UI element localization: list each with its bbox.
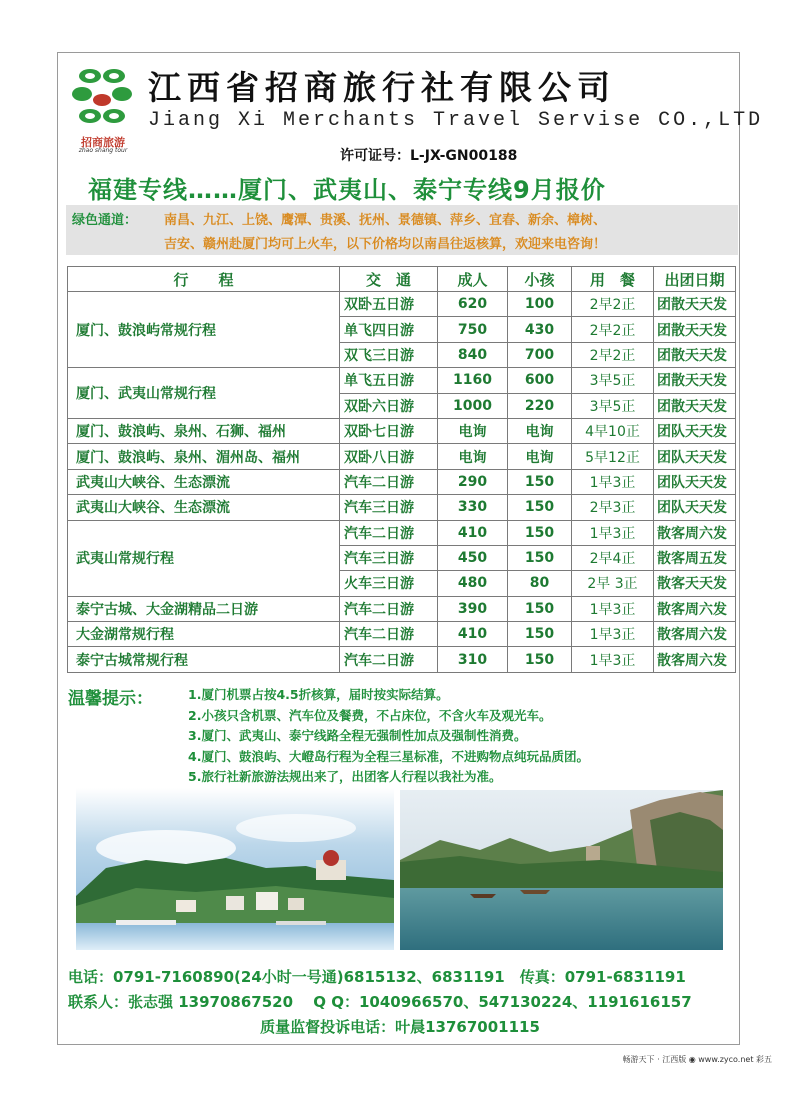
route-cell: 武夷山常规行程: [68, 520, 340, 596]
transport-cell: 双卧五日游: [340, 292, 438, 317]
route-cell: 厦门、鼓浪屿、泉州、石狮、福州: [68, 418, 340, 443]
adult-price-cell: 1160: [438, 368, 508, 393]
table-body: [68, 292, 736, 673]
departure-cell: 散客周六发: [654, 647, 736, 672]
complaint-hotline: 质量监督投诉电话：叶晨13767001115: [260, 1018, 540, 1036]
adult-price-cell: 410: [438, 622, 508, 647]
table-row: [68, 622, 736, 647]
meals-cell: 2早 3正: [572, 571, 654, 596]
transport-cell: 双飞三日游: [340, 342, 438, 367]
adult-price-cell: 480: [438, 571, 508, 596]
col-header-route: 行 程: [68, 267, 340, 292]
child-price-cell: 430: [508, 317, 572, 342]
col-header-meals: 用 餐: [572, 267, 654, 292]
departure-cell: 散客周六发: [654, 596, 736, 621]
tip-item: 2.小孩只含机票、汽车位及餐费，不占床位，不含火车及观光车。: [188, 707, 552, 723]
adult-price-cell: 电询: [438, 418, 508, 443]
tip-item: 4.厦门、鼓浪屿、大嶝岛行程为全程三星标准，不进购物点纯玩品质团。: [188, 748, 589, 764]
meals-cell: 2早2正: [572, 342, 654, 367]
xiamen-island-photo: [76, 788, 394, 950]
transport-cell: 火车三日游: [340, 571, 438, 596]
child-price-cell: 100: [508, 292, 572, 317]
green-channel-line2: 吉安、赣州赴厦门均可上火车，以下价格均以南昌往返核算，欢迎来电咨询！: [164, 237, 607, 252]
tips-list: [188, 685, 589, 788]
headline: 福建专线……厦门、武夷山、泰宁专线9月报价: [88, 176, 606, 204]
adult-price-cell: 330: [438, 495, 508, 520]
meals-cell: 3早5正: [572, 368, 654, 393]
table-row: [68, 596, 736, 621]
green-channel-label: 绿色通道：: [72, 213, 138, 228]
col-header-child: 小孩: [508, 267, 572, 292]
tips-title: 温馨提示：: [68, 689, 153, 709]
child-price-cell: 电询: [508, 444, 572, 469]
child-price-cell: 150: [508, 495, 572, 520]
child-price-cell: 150: [508, 469, 572, 494]
adult-price-cell: 290: [438, 469, 508, 494]
child-price-cell: 150: [508, 622, 572, 647]
meals-cell: 5早12正: [572, 444, 654, 469]
departure-cell: 团队天天发: [654, 444, 736, 469]
logo-subtitle: zhao shang tour: [78, 147, 128, 154]
meals-cell: 2早4正: [572, 545, 654, 570]
route-cell: 大金湖常规行程: [68, 622, 340, 647]
meals-cell: 2早3正: [572, 495, 654, 520]
tip-item: 5.旅行社新旅游法规出来了，出团客人行程以我社为准。: [188, 769, 502, 785]
meals-cell: 2早2正: [572, 317, 654, 342]
route-cell: 武夷山大峡谷、生态漂流: [68, 495, 340, 520]
adult-price-cell: 1000: [438, 393, 508, 418]
transport-cell: 单飞五日游: [340, 368, 438, 393]
contact-person-qq: 联系人：张志强 13970867520 Q Q：1040966570、547130224、1191616157: [68, 993, 692, 1011]
col-header-adult: 成人: [438, 267, 508, 292]
table-row: [68, 495, 736, 520]
departure-cell: 团散天天发: [654, 368, 736, 393]
departure-cell: 团散天天发: [654, 292, 736, 317]
table-row: [68, 444, 736, 469]
child-price-cell: 电询: [508, 418, 572, 443]
footer-note: 畅游天下 · 江西版 ◉ www.zyco.net 彩五: [622, 1055, 772, 1064]
company-logo-icon: [70, 64, 134, 136]
logo-label: 招商旅游: [81, 136, 125, 149]
adult-price-cell: 450: [438, 545, 508, 570]
route-cell: 厦门、鼓浪屿常规行程: [68, 292, 340, 368]
route-price-table: [67, 266, 736, 673]
col-header-departure: 出团日期: [654, 267, 736, 292]
departure-cell: 团散天天发: [654, 342, 736, 367]
departure-cell: 团散天天发: [654, 393, 736, 418]
table-row: [68, 520, 736, 545]
tip-item: 3.厦门、武夷山、泰宁线路全程无强制性加点及强制性消费。: [188, 728, 527, 744]
route-cell: 厦门、鼓浪屿、泉州、湄州岛、福州: [68, 444, 340, 469]
adult-price-cell: 840: [438, 342, 508, 367]
transport-cell: 双卧七日游: [340, 418, 438, 443]
transport-cell: 双卧六日游: [340, 393, 438, 418]
transport-cell: 汽车三日游: [340, 495, 438, 520]
adult-price-cell: 410: [438, 520, 508, 545]
meals-cell: 3早5正: [572, 393, 654, 418]
col-header-transport: 交 通: [340, 267, 438, 292]
contact-phone-fax: 电话：0791-7160890(24小时一号通)6815132、6831191 传真：0791-6831191: [68, 968, 686, 986]
transport-cell: 汽车二日游: [340, 647, 438, 672]
adult-price-cell: 310: [438, 647, 508, 672]
child-price-cell: 150: [508, 596, 572, 621]
child-price-cell: 220: [508, 393, 572, 418]
departure-cell: 散客周六发: [654, 622, 736, 647]
transport-cell: 汽车二日游: [340, 469, 438, 494]
meals-cell: 1早3正: [572, 596, 654, 621]
route-cell: 厦门、武夷山常规行程: [68, 368, 340, 419]
transport-cell: 汽车二日游: [340, 622, 438, 647]
adult-price-cell: 390: [438, 596, 508, 621]
departure-cell: 团队天天发: [654, 418, 736, 443]
table-row: [68, 647, 736, 672]
table-row: [68, 368, 736, 393]
child-price-cell: 80: [508, 571, 572, 596]
table-row: [68, 418, 736, 443]
wuyishan-river-photo: [400, 790, 723, 950]
departure-cell: 团队天天发: [654, 495, 736, 520]
meals-cell: 1早3正: [572, 647, 654, 672]
route-cell: 泰宁古城、大金湖精品二日游: [68, 596, 340, 621]
departure-cell: 散客周六发: [654, 520, 736, 545]
departure-cell: 团队天天发: [654, 469, 736, 494]
child-price-cell: 600: [508, 368, 572, 393]
license-number: 许可证号：L-JX-GN00188: [340, 148, 518, 164]
child-price-cell: 150: [508, 545, 572, 570]
transport-cell: 单飞四日游: [340, 317, 438, 342]
departure-cell: 团散天天发: [654, 317, 736, 342]
transport-cell: 汽车二日游: [340, 520, 438, 545]
table-row: [68, 469, 736, 494]
company-name-en: Jiang Xi Merchants Travel Servise CO.,LTD: [148, 109, 764, 132]
transport-cell: 汽车二日游: [340, 596, 438, 621]
route-cell: 武夷山大峡谷、生态漂流: [68, 469, 340, 494]
departure-cell: 散客周五发: [654, 545, 736, 570]
transport-cell: 双卧八日游: [340, 444, 438, 469]
route-cell: 泰宁古城常规行程: [68, 647, 340, 672]
adult-price-cell: 电询: [438, 444, 508, 469]
meals-cell: 1早3正: [572, 469, 654, 494]
transport-cell: 汽车三日游: [340, 545, 438, 570]
child-price-cell: 700: [508, 342, 572, 367]
child-price-cell: 150: [508, 520, 572, 545]
meals-cell: 4早10正: [572, 418, 654, 443]
departure-cell: 散客天天发: [654, 571, 736, 596]
table-header-row: [68, 267, 736, 292]
green-channel-line1: 南昌、九江、上饶、鹰潭、贵溪、抚州、景德镇、萍乡、宜春、新余、樟树、: [164, 213, 607, 228]
table-row: [68, 292, 736, 317]
adult-price-cell: 750: [438, 317, 508, 342]
company-name-cn: 江西省招商旅行社有限公司: [148, 68, 616, 107]
meals-cell: 1早3正: [572, 622, 654, 647]
meals-cell: 2早2正: [572, 292, 654, 317]
child-price-cell: 150: [508, 647, 572, 672]
adult-price-cell: 620: [438, 292, 508, 317]
meals-cell: 1早3正: [572, 520, 654, 545]
tip-item: 1.厦门机票占按4.5折核算，届时按实际结算。: [188, 687, 449, 702]
